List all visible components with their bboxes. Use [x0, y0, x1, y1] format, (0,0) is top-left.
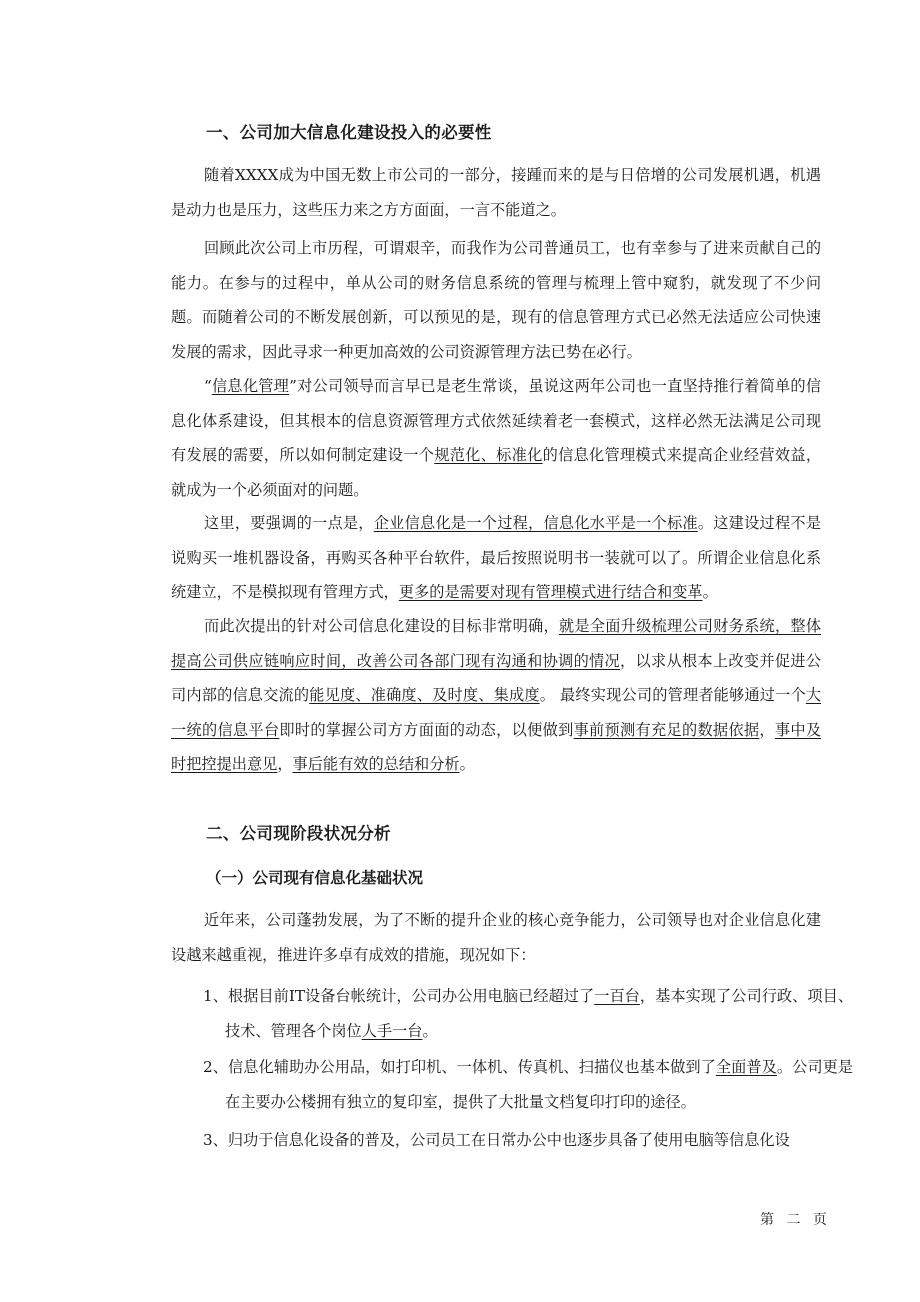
paragraph-6: 近年来，公司蓬勃发展，为了不断的提升企业的核心竞争能力，公司领导也对企业信息化建设越来越重视，推进许多卓有成效的措施，现况如下： — [171, 911, 821, 964]
text-run: 。公司更是在主要办公楼拥有独立的复印室，提供了大批量文档复印打印的途径。 — [225, 1058, 853, 1111]
list-item-3: 3、归功于信息化设备的普及，公司员工在日常办公中也逐步具备了使用电脑等信息化设 — [203, 1131, 790, 1149]
text-run: 。这建设过程不是说购买一堆机器设备，再购买各种平台软件，最后按照说明书一装就可以了。所谓企业信息化系统建立，不是模拟现有管理方式， — [171, 514, 822, 602]
text-run: ， — [277, 755, 293, 774]
underlined-phrase: 事中及时把控提出意见 — [171, 720, 822, 774]
text-run: 。 — [459, 755, 475, 774]
text-run: 1、根据目前IT设备台帐统计，公司办公用电脑已经超过了 — [203, 987, 595, 1005]
underlined-phrase: 就是全面升级梳理公司财务系统，整体提高公司供应链响应时间，改善公司各部门现有沟通和协调的情况 — [171, 617, 822, 670]
paragraph-5 — [171, 609, 821, 782]
underlined-phrase: 事前预测有充足的数据依据 — [573, 720, 760, 739]
text-run: 即时的掌握公司方方面面的动态，以便做到 — [279, 720, 574, 739]
underlined-phrase: 更多的是需要对现有管理模式进行结合和变革 — [398, 583, 703, 602]
text-run: 的信息化管理模式来提高企业经营效益，就成为一个必须面对的问题。 — [171, 446, 822, 499]
text-run: ，基本实现了公司行政、项目、技术、管理各个岗位 — [225, 987, 854, 1040]
text-run: 这里，要强调的一点是， — [204, 514, 374, 532]
subsection-heading: （一）公司现有信息化基础状况 — [206, 869, 424, 887]
text-run: 而此次提出的针对公司信息化建设的目标非常明确， — [204, 617, 559, 635]
paragraph-2: 回顾此次公司上市历程，可谓艰辛，而我作为公司普通员工，也有幸参与了进来贡献自己的能力。在参与的过程中，单从公司的财务信息系统的管理与梳理上管中窥豹，就发现了不少问题。而随着公司的不断发展创新，可以预见的是，现有的信息管理方式已必然无法适应公司快速发展的需求，因此寻求一种更加高效的公司资源管理方法已势在必行。 — [171, 239, 821, 361]
paragraph-1: 随着XXXX成为中国无数上市公司的一部分，接踵而来的是与日倍增的公司发展机遇，机遇是动力也是压力，这些压力来之方方面面，一言不能道之。 — [171, 166, 821, 219]
text-run: 。 最终实现公司的管理者能够通过一个 — [539, 686, 806, 705]
list-item-1 — [203, 979, 853, 1048]
paragraph-4 — [171, 506, 821, 610]
text-run: 2、信息化辅助办公用品，如打印机、一体机、传真机、扫描仪也基本做到了 — [203, 1058, 716, 1076]
underlined-phrase: 一百台 — [594, 987, 640, 1005]
underlined-phrase: 能见度、准确度、及时度、集成度 — [309, 686, 540, 705]
underlined-phrase: 人手一台 — [361, 1021, 423, 1040]
text-run: 。 — [702, 583, 718, 602]
paragraph-3 — [171, 369, 821, 507]
underlined-phrase: 企业信息化是一个过程，信息化水平是一个标准 — [373, 514, 698, 532]
section-heading-2: 二、公司现阶段状况分析 — [206, 824, 391, 843]
underlined-phrase: 信息化管理 — [211, 377, 290, 395]
text-run: ，以求从根本上改变并促进公司内部的信息交流的 — [171, 651, 822, 705]
open-quote: “ — [204, 377, 212, 395]
section-heading-1: 一、公司加大信息化建设投入的必要性 — [206, 123, 492, 142]
list-item-2 — [203, 1050, 853, 1119]
underlined-phrase: 全面普及 — [715, 1058, 777, 1076]
text-run: ”对公司领导而言早已是老生常谈，虽说这两年公司也一直坚持推行着简单的信息化体系建设，但其根本的信息资源管理方式依然延续着老一套模式，这样必然无法满足公司现有发展的需要，所以如何制定建设一个 — [171, 377, 822, 465]
underlined-phrase: 事后能有效的总结和分析 — [292, 755, 460, 774]
underlined-phrase: 规范化、标准化 — [434, 446, 543, 465]
page-number: 第 二 页 — [760, 1212, 831, 1228]
text-run: 。 — [422, 1021, 438, 1040]
text-run: ， — [759, 720, 775, 739]
underlined-phrase: 大一统的信息平台 — [171, 686, 822, 739]
